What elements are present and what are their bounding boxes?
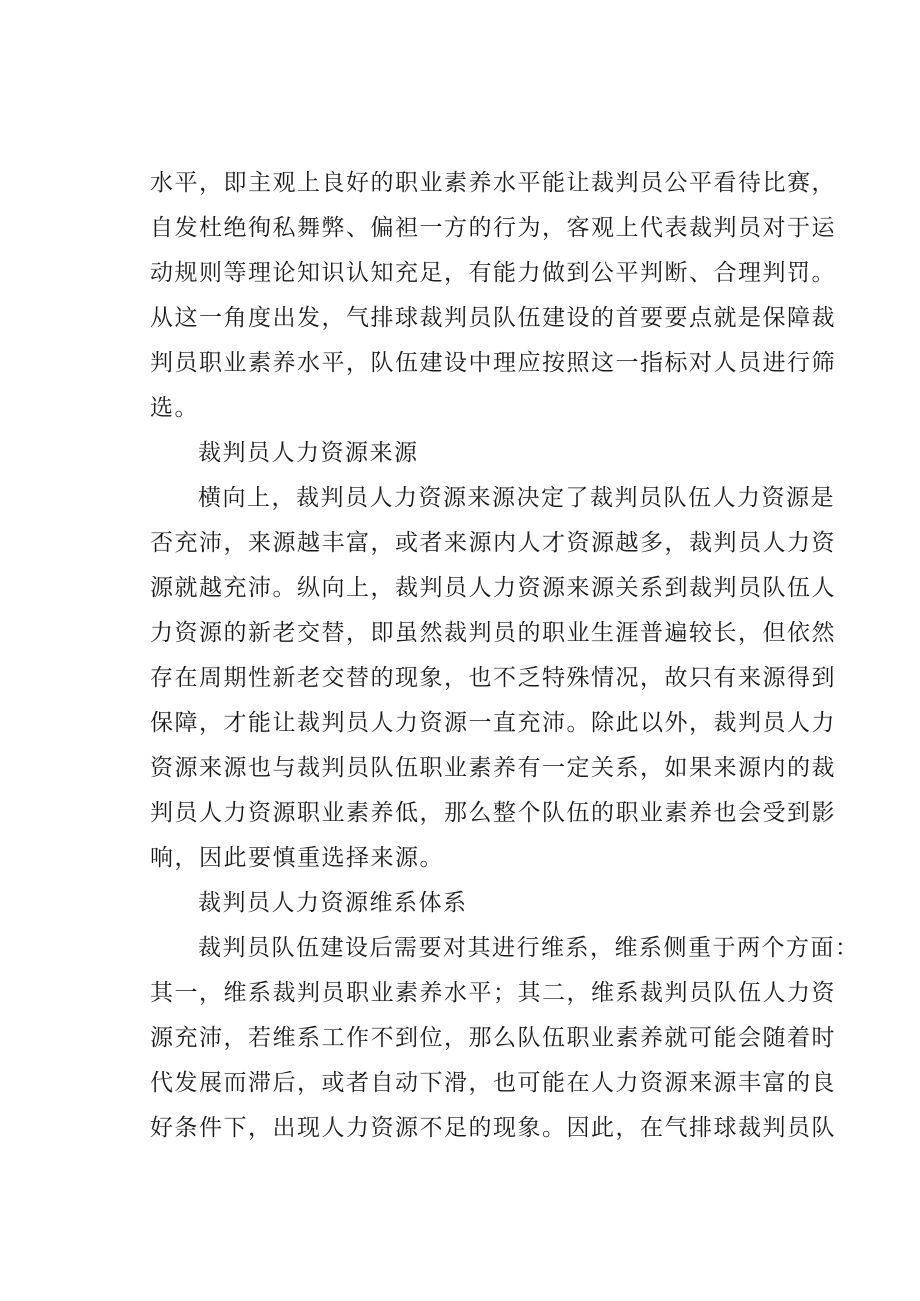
- text-line: 保障，才能让裁判员人力资源一直充沛。除此以外，裁判员人力: [150, 710, 836, 736]
- text-line: 水平，即主观上良好的职业素养水平能让裁判员公平看待比赛，: [150, 170, 836, 196]
- paragraph-first-line: 横向上，裁判员人力资源来源决定了裁判员队伍人力资源是: [198, 485, 835, 511]
- text-line: 存在周期性新老交替的现象，也不乏特殊情况，故只有来源得到: [150, 665, 836, 691]
- text-line: 源充沛，若维系工作不到位，那么队伍职业素养就可能会随着时: [150, 1025, 836, 1051]
- text-line: 从这一角度出发，气排球裁判员队伍建设的首要要点就是保障裁: [150, 305, 836, 331]
- text-line: 自发杜绝徇私舞弊、偏袒一方的行为，客观上代表裁判员对于运: [150, 215, 836, 241]
- text-line: 否充沛，来源越丰富，或者来源内人才资源越多，裁判员人力资: [150, 530, 836, 556]
- text-line: 动规则等理论知识认知充足，有能力做到公平判断、合理判罚。: [150, 260, 836, 286]
- section-heading-source: 裁判员人力资源来源: [198, 440, 419, 466]
- text-line: 其一，维系裁判员职业素养水平；其二，维系裁判员队伍人力资: [150, 980, 836, 1006]
- paragraph-first-line: 裁判员队伍建设后需要对其进行维系，维系侧重于两个方面：: [198, 935, 860, 961]
- text-line: 资源来源也与裁判员队伍职业素养有一定关系，如果来源内的裁: [150, 755, 836, 781]
- text-line: 好条件下，出现人力资源不足的现象。因此，在气排球裁判员队: [150, 1115, 836, 1141]
- text-line: 选。: [150, 395, 199, 421]
- text-line: 代发展而滞后，或者自动下滑，也可能在人力资源来源丰富的良: [150, 1070, 836, 1096]
- text-line: 源就越充沛。纵向上，裁判员人力资源来源关系到裁判员队伍人: [150, 575, 836, 601]
- text-line: 判员职业素养水平，队伍建设中理应按照这一指标对人员进行筛: [150, 350, 836, 376]
- text-line: 判员人力资源职业素养低，那么整个队伍的职业素养也会受到影: [150, 800, 836, 826]
- text-line: 响，因此要慎重选择来源。: [150, 845, 444, 871]
- text-line: 力资源的新老交替，即虽然裁判员的职业生涯普遍较长，但依然: [150, 620, 836, 646]
- section-heading-maintenance: 裁判员人力资源维系体系: [198, 890, 468, 916]
